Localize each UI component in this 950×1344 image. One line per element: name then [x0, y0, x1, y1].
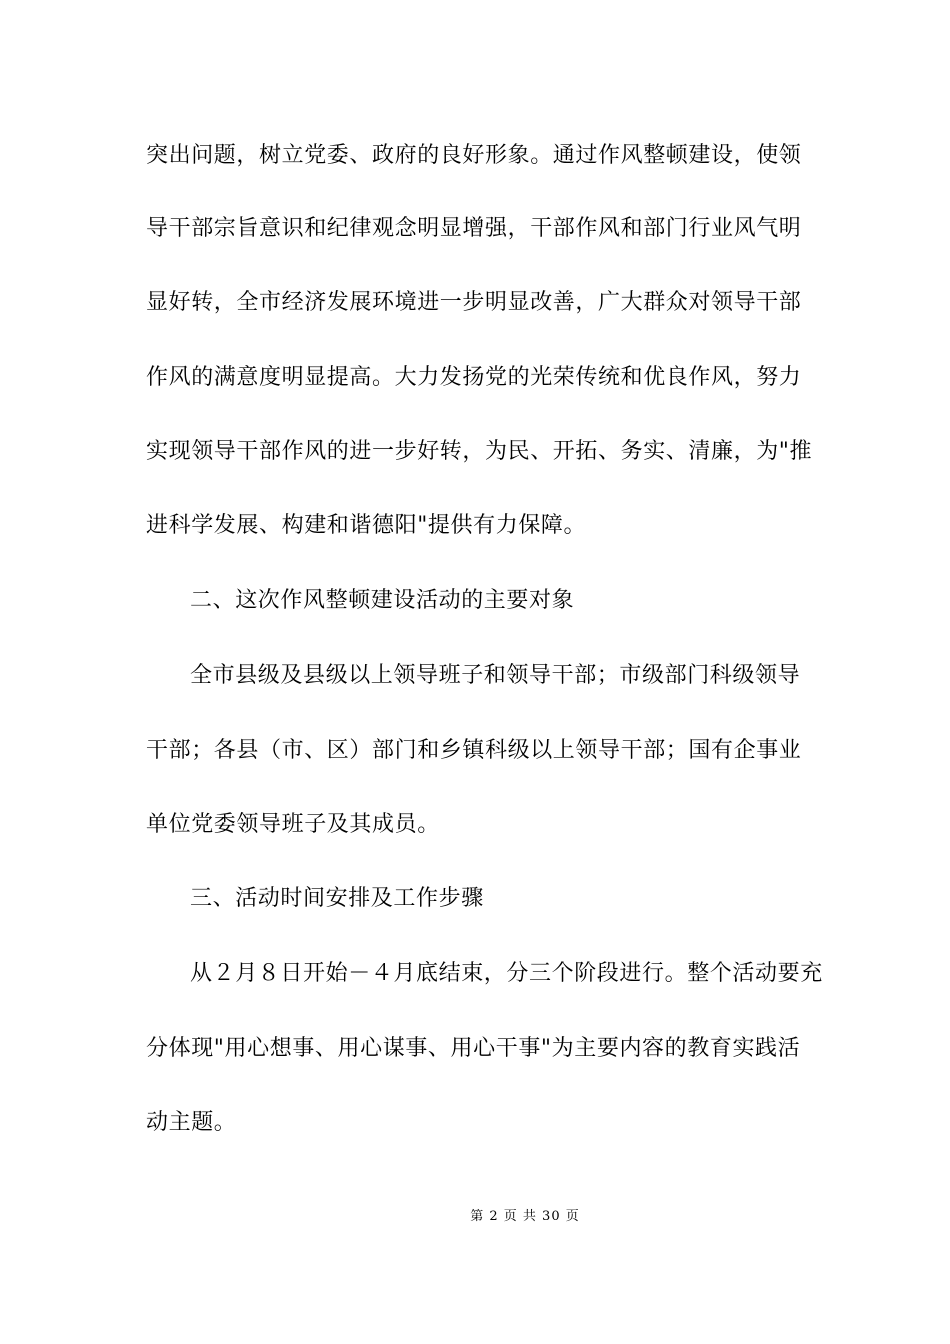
paragraph-line: 动主题。	[146, 1110, 237, 1135]
section-heading: 三、活动时间安排及工作步骤	[190, 886, 484, 911]
section-heading: 二、这次作风整顿建设活动的主要对象	[190, 588, 575, 613]
paragraph-line: 显好转，全市经济发展环境进一步明显改善，广大群众对领导干部	[146, 290, 802, 315]
paragraph-line: 从２月８日开始－４月底结束，分三个阶段进行。整个活动要充	[190, 961, 823, 986]
paragraph-line: 干部；各县（市、区）部门和乡镇科级以上领导干部；国有企事业	[146, 738, 802, 763]
paragraph-line: 实现领导干部作风的进一步好转，为民、开拓、务实、清廉，为"推	[146, 439, 813, 464]
page-number-footer: 第 2 页 共 30 页	[470, 1209, 580, 1224]
paragraph-line: 进科学发展、构建和谐德阳"提供有力保障。	[146, 513, 587, 538]
paragraph-line: 全市县级及县级以上领导班子和领导干部；市级部门科级领导	[190, 663, 801, 688]
paragraph-line: 导干部宗旨意识和纪律观念明显增强，干部作风和部门行业风气明	[146, 216, 802, 241]
paragraph-line: 分体现"用心想事、用心谋事、用心干事"为主要内容的教育实践活	[146, 1036, 801, 1061]
paragraph-line: 作风的满意度明显提高。大力发扬党的光荣传统和优良作风，努力	[146, 365, 802, 390]
paragraph-line: 突出问题，树立党委、政府的良好形象。通过作风整顿建设，使领	[146, 143, 802, 168]
paragraph-line: 单位党委领导班子及其成员。	[146, 812, 440, 837]
